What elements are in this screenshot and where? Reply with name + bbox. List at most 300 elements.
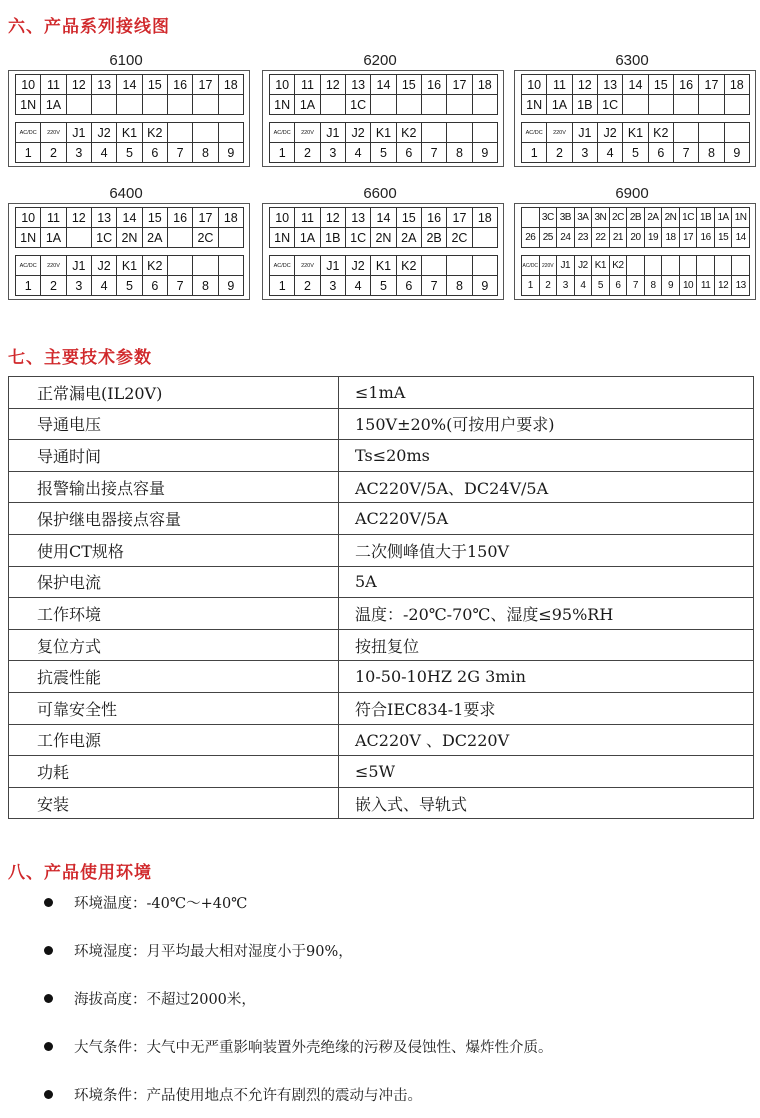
terminal-cell: AC/DC [269, 122, 295, 143]
terminal-cell: 5 [116, 142, 142, 163]
terminal-cell: 9 [724, 142, 750, 163]
terminal-cell: 16 [167, 74, 193, 95]
terminal-cell: K2 [648, 122, 674, 143]
terminal-cell: 18 [472, 74, 498, 95]
terminal-cell [167, 255, 193, 276]
terminal-cell: 15 [142, 207, 168, 228]
wiring-diagram-6100 [8, 52, 250, 167]
terminal-cell: 1A [40, 94, 66, 115]
terminal-cell: 20 [626, 227, 645, 248]
terminal-cell: 2N [370, 227, 396, 248]
terminal-cell: 6 [142, 275, 168, 296]
terminal-cell [142, 94, 168, 115]
terminal-row [15, 276, 244, 296]
terminal-cell [446, 94, 472, 115]
terminal-cell [167, 122, 193, 143]
environment-text: 环境条件：产品使用地点不允许有剧烈的震动与冲击。 [74, 1087, 422, 1104]
terminal-cell: K1 [591, 255, 610, 276]
environment-text: 海拔高度：不超过2000米， [74, 991, 256, 1008]
terminal-row [269, 228, 498, 248]
terminal-cell [698, 94, 724, 115]
param-row [9, 598, 754, 630]
environment-text: 环境湿度：月平均最大相对湿度小于90%， [74, 943, 353, 960]
terminal-row [269, 75, 498, 95]
terminal-cell: 3 [556, 275, 575, 296]
terminal-cell: 23 [574, 227, 593, 248]
terminal-cell: J2 [574, 255, 593, 276]
terminal-cell: 16 [167, 207, 193, 228]
terminal-cell: K1 [370, 122, 396, 143]
param-name: 报警输出接点容量 [9, 471, 339, 503]
terminal-cell: 5 [116, 275, 142, 296]
terminal-cell: 11 [40, 74, 66, 95]
terminal-row [269, 143, 498, 163]
terminal-cell: 8 [698, 142, 724, 163]
terminal-cell: 3A [574, 207, 593, 228]
model-name: 6200 [363, 52, 397, 69]
terminal-cell: 2 [294, 275, 320, 296]
terminal-cell: 12 [714, 275, 733, 296]
terminal-row [269, 276, 498, 296]
terminal-cell: 2C [192, 227, 218, 248]
terminal-cell: 2C [609, 207, 628, 228]
terminal-cell [644, 255, 663, 276]
tech-params-table [8, 376, 754, 819]
param-row [9, 566, 754, 598]
terminal-cell: 14 [116, 207, 142, 228]
terminal-cell: 3 [66, 275, 92, 296]
terminal-cell: 10 [269, 74, 295, 95]
param-row [9, 756, 754, 788]
terminal-row [15, 208, 244, 228]
terminal-cell: 3 [572, 142, 598, 163]
terminal-cell: 1 [15, 142, 41, 163]
terminal-cell: 14 [622, 74, 648, 95]
terminal-cell: J2 [91, 122, 117, 143]
terminal-cell: K1 [116, 255, 142, 276]
terminal-cell: 13 [597, 74, 623, 95]
param-name: 保护电流 [9, 566, 339, 598]
terminal-cell: 9 [218, 142, 244, 163]
terminal-cell: 1B [572, 94, 598, 115]
terminal-cell: 7 [421, 142, 447, 163]
terminal-cell: 1N [15, 227, 41, 248]
terminal-cell [396, 94, 422, 115]
terminal-cell: J1 [320, 122, 346, 143]
terminal-cell: 16 [421, 74, 447, 95]
param-name: 安装 [9, 787, 339, 819]
terminal-cell: 24 [556, 227, 575, 248]
terminal-cell: 1 [269, 275, 295, 296]
param-row [9, 534, 754, 566]
bullet-icon [44, 1042, 53, 1051]
terminal-cell: 2 [294, 142, 320, 163]
terminal-cell: 220V [294, 255, 320, 276]
terminal-cell: 1N [521, 94, 547, 115]
terminal-cell: AC/DC [521, 122, 547, 143]
wiring-diagram-6400 [8, 185, 250, 300]
terminal-cell: 1C [597, 94, 623, 115]
terminal-block [8, 203, 250, 300]
terminal-cell: 17 [679, 227, 698, 248]
terminal-cell: 4 [91, 275, 117, 296]
terminal-row [269, 123, 498, 143]
terminal-cell: 10 [15, 74, 41, 95]
terminal-cell: 10 [521, 74, 547, 95]
param-row [9, 629, 754, 661]
terminal-cell: 1A [294, 227, 320, 248]
terminal-cell [679, 255, 698, 276]
terminal-row [15, 256, 244, 276]
param-name: 功耗 [9, 756, 339, 788]
terminal-cell: 4 [597, 142, 623, 163]
terminal-cell: 3N [591, 207, 610, 228]
model-name: 6100 [109, 52, 143, 69]
environment-item [44, 1022, 744, 1070]
terminal-cell: 11 [40, 207, 66, 228]
terminal-cell: 17 [446, 74, 472, 95]
terminal-cell [472, 94, 498, 115]
terminal-cell: 6 [648, 142, 674, 163]
terminal-cell: AC/DC [521, 255, 540, 276]
terminal-cell: 3 [66, 142, 92, 163]
terminal-cell: J2 [345, 255, 371, 276]
terminal-row [521, 123, 750, 143]
terminal-cell: 2A [644, 207, 663, 228]
terminal-row [521, 75, 750, 95]
terminal-cell: 22 [591, 227, 610, 248]
terminal-cell: J1 [572, 122, 598, 143]
terminal-cell: J2 [345, 122, 371, 143]
terminal-cell [218, 122, 244, 143]
terminal-cell: AC/DC [15, 122, 41, 143]
terminal-cell [192, 122, 218, 143]
terminal-cell: 8 [446, 142, 472, 163]
param-name: 正常漏电(IL20V) [9, 377, 339, 409]
param-name: 工作电源 [9, 724, 339, 756]
terminal-cell: 1 [521, 142, 547, 163]
param-row [9, 787, 754, 819]
terminal-cell [661, 255, 680, 276]
terminal-cell: 17 [698, 74, 724, 95]
bullet-icon [44, 898, 53, 907]
terminal-cell: 6 [609, 275, 628, 296]
terminal-row [15, 75, 244, 95]
param-value: 二次侧峰值大于150V [339, 534, 754, 566]
param-name: 保护继电器接点容量 [9, 503, 339, 535]
terminal-cell: 220V [546, 122, 572, 143]
terminal-cell: 8 [446, 275, 472, 296]
terminal-cell: 4 [345, 275, 371, 296]
environment-list [44, 878, 744, 1118]
terminal-cell: 25 [539, 227, 558, 248]
param-value: ≤5W [339, 756, 754, 788]
param-value: AC220V/5A [339, 503, 754, 535]
terminal-cell: 17 [192, 207, 218, 228]
terminal-row [15, 123, 244, 143]
terminal-cell: 19 [644, 227, 663, 248]
terminal-cell: 7 [626, 275, 645, 296]
terminal-cell: 18 [218, 207, 244, 228]
terminal-cell: 8 [644, 275, 663, 296]
terminal-row [521, 143, 750, 163]
terminal-cell: 12 [66, 74, 92, 95]
param-name: 导通电压 [9, 408, 339, 440]
param-row [9, 503, 754, 535]
terminal-cell: 10 [15, 207, 41, 228]
terminal-cell: 2 [40, 275, 66, 296]
terminal-cell: 1N [731, 207, 750, 228]
terminal-cell: 14 [731, 227, 750, 248]
terminal-cell [622, 94, 648, 115]
param-value: 符合IEC834-1要求 [339, 692, 754, 724]
terminal-row [521, 276, 750, 296]
param-name: 导通时间 [9, 440, 339, 472]
terminal-cell: 1C [91, 227, 117, 248]
terminal-cell: 2B [421, 227, 447, 248]
terminal-cell: 5 [622, 142, 648, 163]
wiring-diagram-6200 [262, 52, 504, 167]
param-value: 150V±20%(可按用户要求) [339, 408, 754, 440]
terminal-cell [66, 94, 92, 115]
terminal-cell: K2 [142, 122, 168, 143]
bullet-icon [44, 1090, 53, 1099]
terminal-row [521, 228, 750, 248]
terminal-cell [731, 255, 750, 276]
param-name: 工作环境 [9, 598, 339, 630]
terminal-cell: 16 [673, 74, 699, 95]
terminal-cell: K1 [370, 255, 396, 276]
terminal-cell: 1N [269, 94, 295, 115]
terminal-cell [192, 94, 218, 115]
wiring-diagram-6300 [514, 52, 756, 167]
terminal-cell: 4 [91, 142, 117, 163]
model-name: 6300 [615, 52, 649, 69]
section-8-title: 八、产品使用环境 [8, 863, 152, 883]
param-row [9, 471, 754, 503]
terminal-cell: 15 [142, 74, 168, 95]
terminal-cell: 1 [269, 142, 295, 163]
terminal-cell: 12 [572, 74, 598, 95]
terminal-cell: 15 [714, 227, 733, 248]
terminal-cell: 2B [626, 207, 645, 228]
terminal-cell: 3 [320, 275, 346, 296]
terminal-cell: 15 [648, 74, 674, 95]
terminal-cell [696, 255, 715, 276]
terminal-cell: J1 [66, 122, 92, 143]
terminal-cell [66, 227, 92, 248]
terminal-cell: 1 [521, 275, 540, 296]
terminal-cell: 6 [396, 142, 422, 163]
terminal-cell: K1 [622, 122, 648, 143]
terminal-row [521, 256, 750, 276]
environment-item [44, 974, 744, 1022]
terminal-cell: 3 [320, 142, 346, 163]
terminal-cell: 7 [673, 142, 699, 163]
terminal-cell: 18 [218, 74, 244, 95]
terminal-block [262, 203, 504, 300]
terminal-cell: 18 [661, 227, 680, 248]
terminal-cell: K1 [116, 122, 142, 143]
terminal-cell: 26 [521, 227, 540, 248]
terminal-row [269, 208, 498, 228]
terminal-row [15, 228, 244, 248]
terminal-row [15, 95, 244, 115]
terminal-cell: 10 [679, 275, 698, 296]
terminal-cell: 7 [167, 275, 193, 296]
param-name: 可靠安全性 [9, 692, 339, 724]
bullet-icon [44, 994, 53, 1003]
terminal-cell: K2 [396, 255, 422, 276]
model-name: 6900 [615, 185, 649, 202]
terminal-cell: J2 [597, 122, 623, 143]
terminal-cell: 7 [421, 275, 447, 296]
terminal-cell: 14 [370, 207, 396, 228]
terminal-cell: 12 [66, 207, 92, 228]
terminal-cell: 6 [396, 275, 422, 296]
param-name: 复位方式 [9, 629, 339, 661]
terminal-cell: 18 [472, 207, 498, 228]
terminal-cell [91, 94, 117, 115]
terminal-cell: 1B [320, 227, 346, 248]
terminal-cell [116, 94, 142, 115]
terminal-block [8, 70, 250, 167]
terminal-cell: 16 [421, 207, 447, 228]
terminal-cell [421, 94, 447, 115]
terminal-cell [472, 255, 498, 276]
terminal-cell: J1 [556, 255, 575, 276]
terminal-cell: 17 [446, 207, 472, 228]
environment-text: 环境温度：-40℃～+40℃ [74, 895, 248, 912]
param-value: AC220V/5A、DC24V/5A [339, 471, 754, 503]
terminal-cell [167, 94, 193, 115]
param-name: 使用CT规格 [9, 534, 339, 566]
section-7-title: 七、主要技术参数 [8, 348, 152, 368]
terminal-cell [421, 255, 447, 276]
terminal-cell: 9 [472, 142, 498, 163]
terminal-cell: 3B [556, 207, 575, 228]
model-name: 6400 [109, 185, 143, 202]
param-row [9, 440, 754, 472]
terminal-cell: 2 [40, 142, 66, 163]
terminal-cell [167, 227, 193, 248]
terminal-cell [714, 255, 733, 276]
terminal-cell [626, 255, 645, 276]
terminal-cell: 2C [446, 227, 472, 248]
param-value: 5A [339, 566, 754, 598]
terminal-cell: 1N [15, 94, 41, 115]
terminal-cell [724, 94, 750, 115]
param-row [9, 692, 754, 724]
terminal-cell: 1C [345, 227, 371, 248]
terminal-cell: 11 [546, 74, 572, 95]
terminal-cell: AC/DC [269, 255, 295, 276]
terminal-cell: 8 [192, 142, 218, 163]
terminal-cell: 15 [396, 74, 422, 95]
terminal-cell: 2 [539, 275, 558, 296]
terminal-cell [521, 207, 540, 228]
terminal-cell: 2 [546, 142, 572, 163]
terminal-cell: 9 [218, 275, 244, 296]
terminal-cell [192, 255, 218, 276]
terminal-cell: 10 [269, 207, 295, 228]
terminal-cell: 220V [40, 122, 66, 143]
terminal-cell: 220V [294, 122, 320, 143]
terminal-cell: 7 [167, 142, 193, 163]
terminal-cell: 9 [472, 275, 498, 296]
environment-item [44, 1070, 744, 1118]
terminal-cell [421, 122, 447, 143]
terminal-cell: 4 [345, 142, 371, 163]
terminal-cell: J2 [91, 255, 117, 276]
param-value: ≤1mA [339, 377, 754, 409]
param-row [9, 377, 754, 409]
terminal-cell: 1C [345, 94, 371, 115]
param-name: 抗震性能 [9, 661, 339, 693]
terminal-block [514, 70, 756, 167]
terminal-cell: 13 [731, 275, 750, 296]
terminal-cell: 1N [269, 227, 295, 248]
section-6-title: 六、产品系列接线图 [8, 17, 170, 37]
terminal-cell: 9 [661, 275, 680, 296]
terminal-cell: 14 [370, 74, 396, 95]
terminal-block [262, 70, 504, 167]
terminal-cell: 18 [724, 74, 750, 95]
terminal-cell: 13 [91, 74, 117, 95]
terminal-cell: 220V [539, 255, 558, 276]
environment-text: 大气条件：大气中无严重影响装置外壳绝缘的污秽及侵蚀性、爆炸性介质。 [74, 1039, 553, 1056]
param-row [9, 661, 754, 693]
terminal-cell [673, 94, 699, 115]
terminal-cell: 1A [294, 94, 320, 115]
terminal-cell: 11 [294, 207, 320, 228]
param-value: 嵌入式、导轨式 [339, 787, 754, 819]
terminal-cell: 1B [696, 207, 715, 228]
terminal-cell: 8 [192, 275, 218, 296]
terminal-cell: 11 [696, 275, 715, 296]
terminal-cell [724, 122, 750, 143]
terminal-cell: 5 [370, 275, 396, 296]
terminal-cell: 2A [396, 227, 422, 248]
terminal-cell [472, 122, 498, 143]
terminal-cell [446, 255, 472, 276]
param-value: Ts≤20ms [339, 440, 754, 472]
terminal-cell: 220V [40, 255, 66, 276]
terminal-cell: 13 [91, 207, 117, 228]
bullet-icon [44, 946, 53, 955]
terminal-cell: 17 [192, 74, 218, 95]
terminal-cell: AC/DC [15, 255, 41, 276]
terminal-cell: 16 [696, 227, 715, 248]
terminal-cell [673, 122, 699, 143]
terminal-cell [698, 122, 724, 143]
terminal-cell: 12 [320, 207, 346, 228]
terminal-cell: 2N [661, 207, 680, 228]
terminal-cell [218, 94, 244, 115]
terminal-cell: 1A [546, 94, 572, 115]
terminal-cell [218, 227, 244, 248]
terminal-cell: 2A [142, 227, 168, 248]
terminal-cell: 21 [609, 227, 628, 248]
model-name: 6600 [363, 185, 397, 202]
terminal-cell: 5 [591, 275, 610, 296]
terminal-cell: 1A [714, 207, 733, 228]
terminal-cell: 1A [40, 227, 66, 248]
terminal-cell: 12 [320, 74, 346, 95]
terminal-cell: 6 [142, 142, 168, 163]
terminal-cell: 11 [294, 74, 320, 95]
terminal-cell: 1 [15, 275, 41, 296]
